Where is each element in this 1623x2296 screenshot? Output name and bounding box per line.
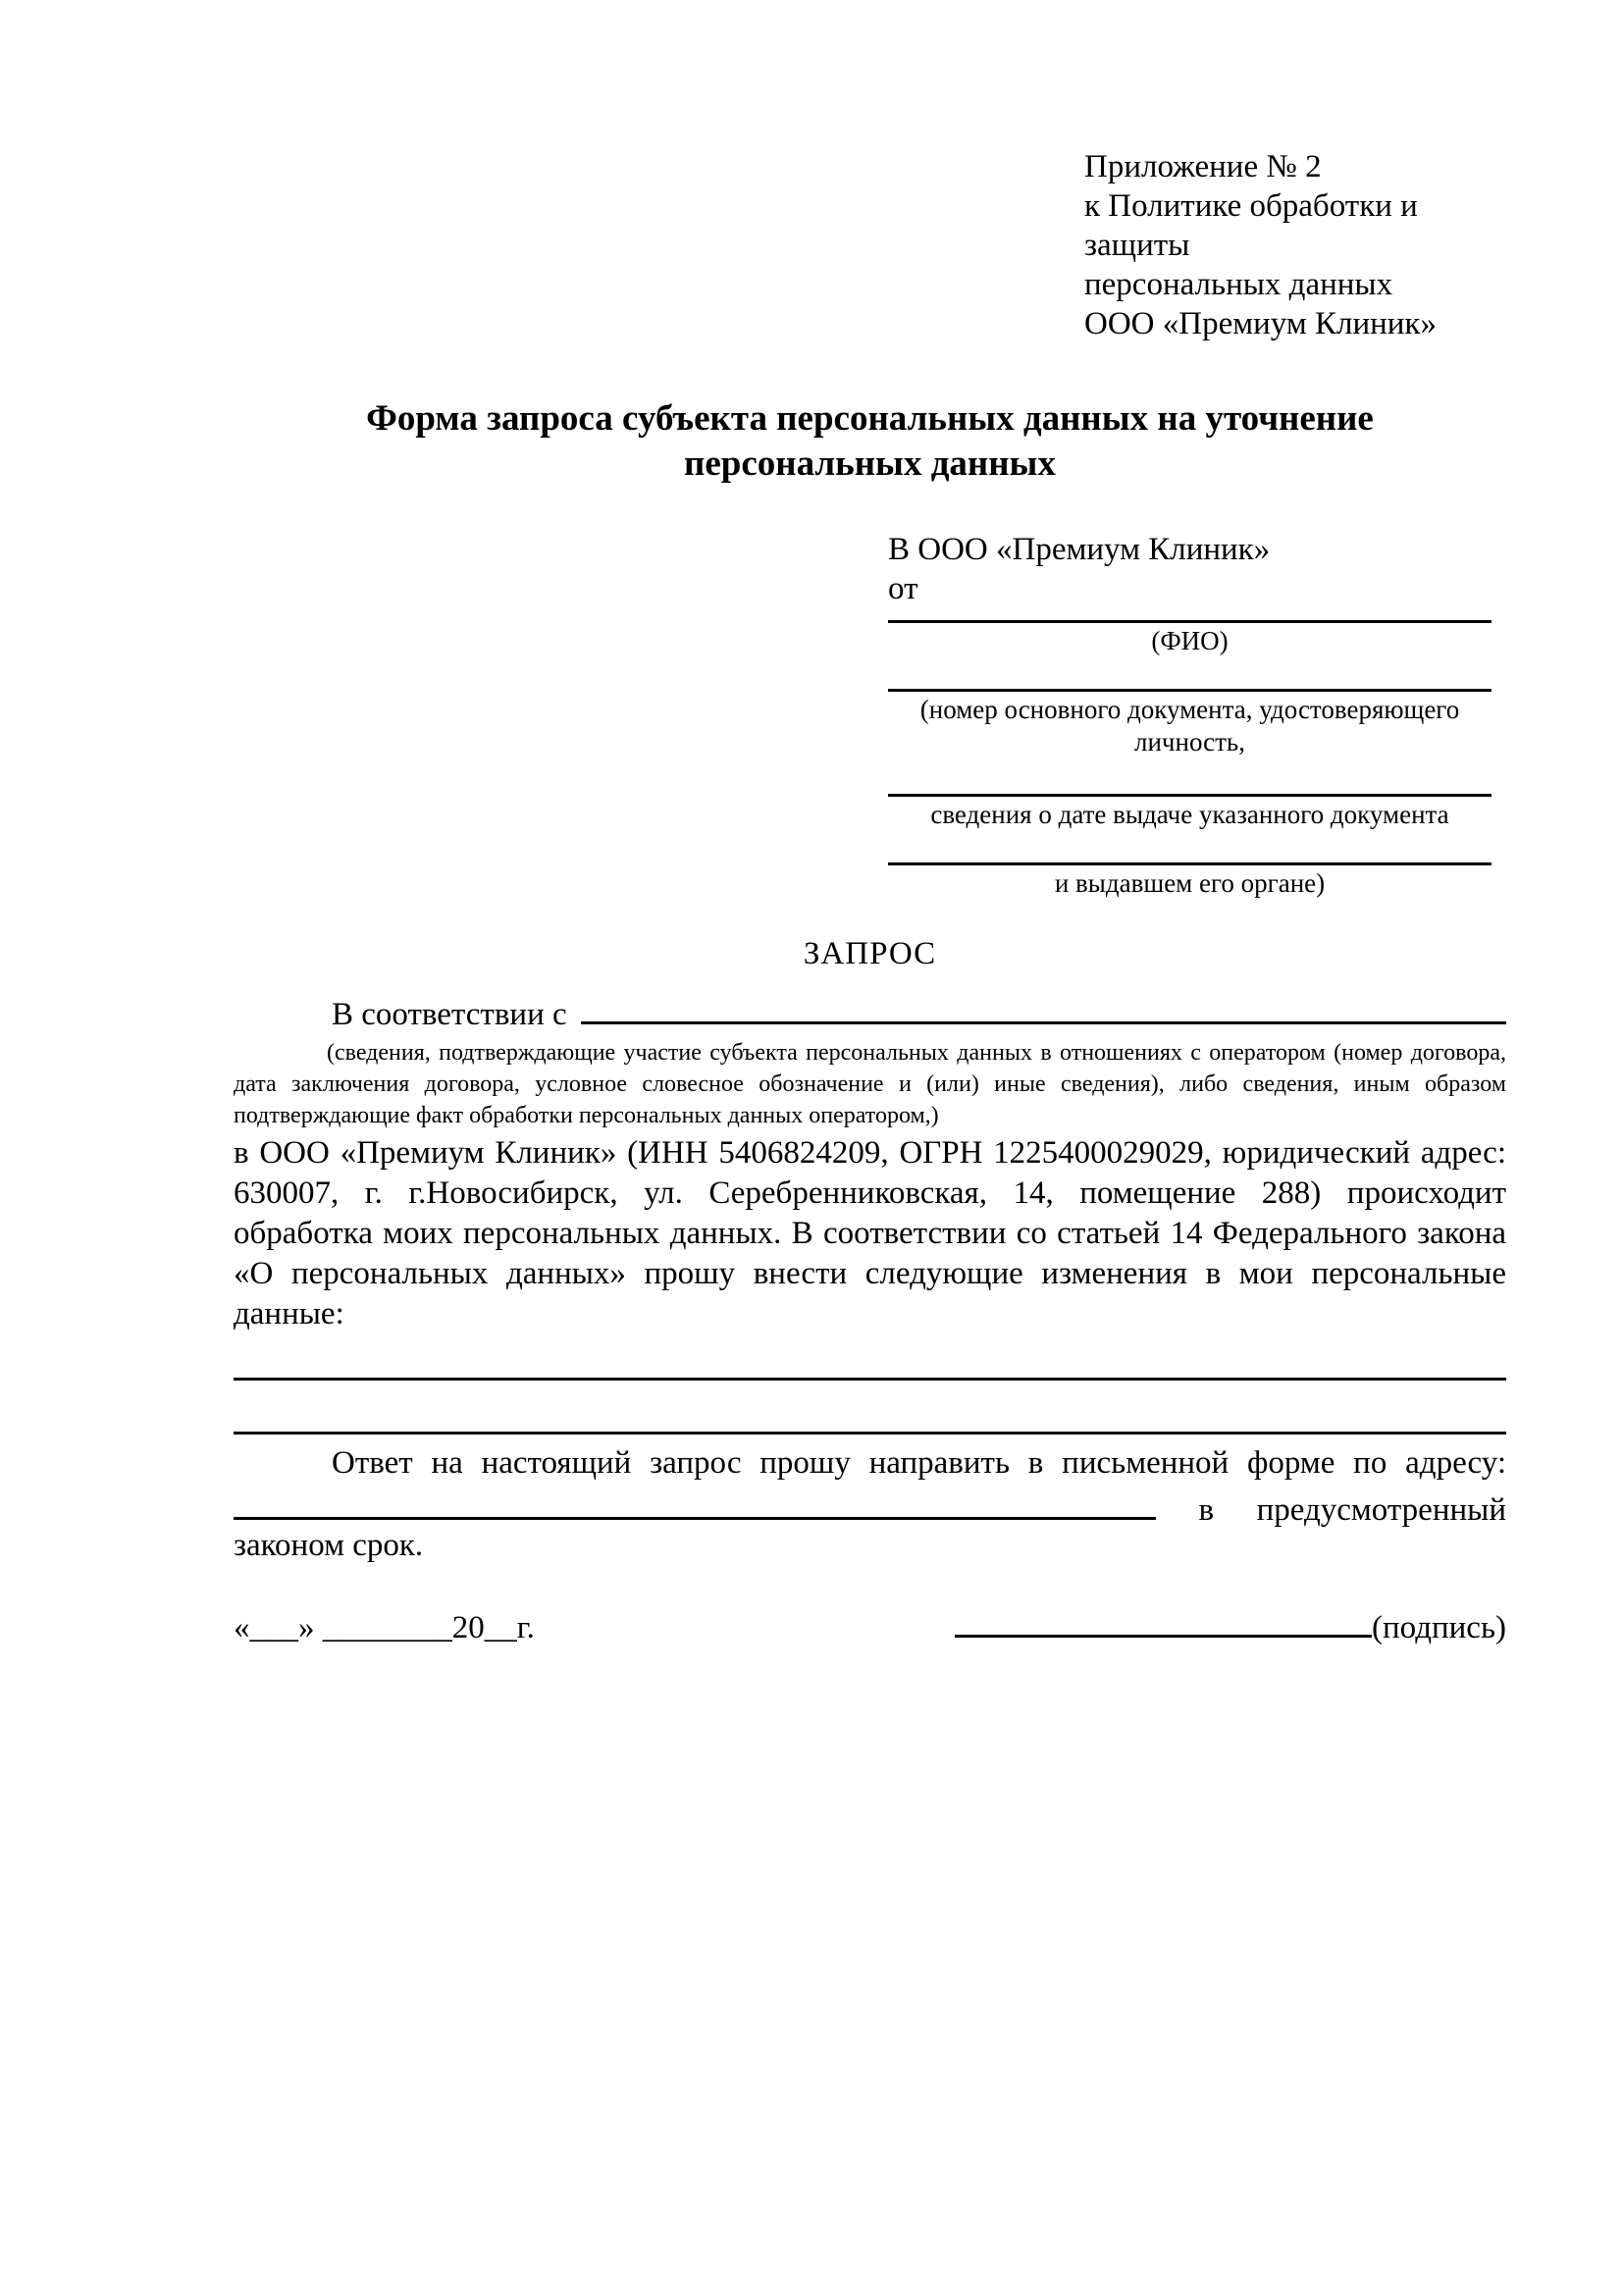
issuing-authority-caption: и выдавшем его органе) — [1054, 868, 1326, 898]
intro-prefix: В соответствии с — [332, 997, 567, 1032]
basis-blank-line — [581, 986, 1506, 1024]
answer-word-in: в — [1198, 1492, 1215, 1528]
addressee-block — [888, 530, 1492, 900]
document-number-caption: (номер основного документа, удостоверяющего личность, — [919, 695, 1460, 757]
fio-blank-line — [888, 608, 1492, 623]
address-blank-line — [234, 1484, 1156, 1520]
changes-blank-line-2 — [234, 1381, 1506, 1435]
answer-address-row — [234, 1484, 1506, 1528]
issuing-authority-blank-line — [888, 831, 1492, 865]
answer-line: Ответ на настоящий запрос прошу направить в письменной форме по адресу: — [332, 1445, 1506, 1481]
answer-word-prescribed: предусмотренный — [1256, 1492, 1506, 1528]
date-blank: «___» ________20__г. — [234, 1610, 535, 1645]
issue-date-caption: сведения о дате выдаче указанного документа — [930, 800, 1449, 829]
intro-line — [234, 986, 1506, 1035]
body-paragraph: в ООО «Премиум Клиник» (ИНН 5406824209, ОГРН 1225400029029, юридический адрес: 630007, г. г.Новосибирск, ул. Серебренниковская, 14, помещение 288) происходит обработка моих персональных данных. В соответствии со статьей 14 Федерального закона «О персональных данных» прошу внести следующие изменения в мои персональные данные: — [234, 1135, 1506, 1331]
appendix-block — [1084, 147, 1506, 343]
issue-date-blank-line — [888, 758, 1492, 797]
document-number-blank-line — [888, 657, 1492, 692]
fio-caption: (ФИО) — [1151, 626, 1229, 655]
appendix-line: к Политике обработки и защиты — [1084, 188, 1418, 263]
signature-blank-line — [955, 1601, 1372, 1638]
changes-blank-line-1 — [234, 1334, 1506, 1381]
document-title: Форма запроса субъекта персональных данных на уточнение персональных данных — [366, 398, 1374, 484]
intro-note: (сведения, подтверждающие участие субъекта персональных данных в отношениях с оператором (номер договора, дата заключения договора, условное словесное обозначение и (или) иные сведения), либо сведения, иным образом подтверждающие факт обработки персональных данных оператором,) — [234, 1040, 1506, 1128]
addressee-organization: В ООО «Премиум Клиник» — [888, 532, 1271, 567]
addressee-from-label: от — [888, 571, 918, 606]
signature-caption: (подпись) — [1372, 1610, 1506, 1645]
date-signature-row — [234, 1601, 1506, 1648]
answer-closing: законом срок. — [234, 1528, 424, 1563]
appendix-line: персональных данных — [1084, 267, 1393, 302]
appendix-line: Приложение № 2 — [1084, 149, 1322, 184]
request-heading: ЗАПРОС — [803, 936, 937, 971]
appendix-line: ООО «Премиум Клиник» — [1084, 306, 1437, 341]
signature-area — [955, 1601, 1506, 1648]
